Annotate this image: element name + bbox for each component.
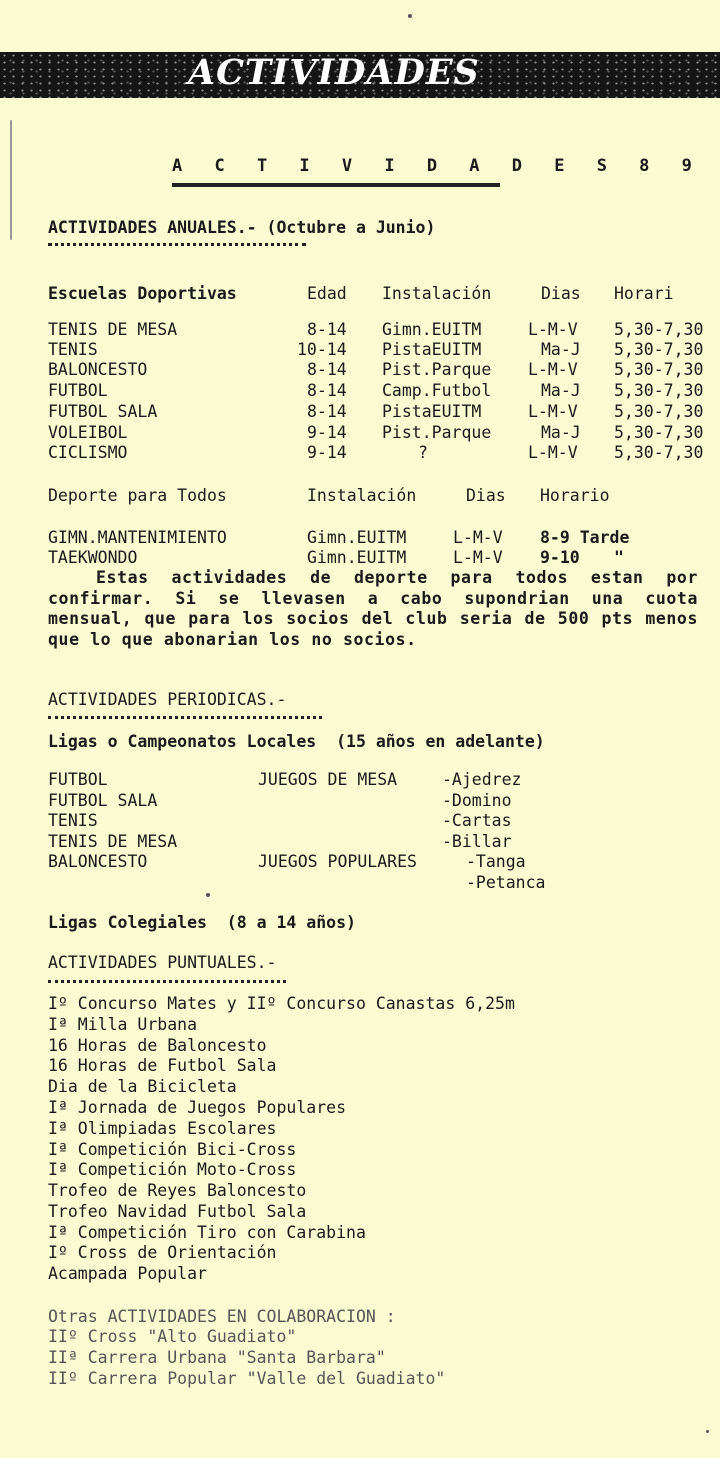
table-cell: 8-14 (307, 402, 347, 421)
table-cell: Pist.Parque (382, 360, 492, 379)
table-cell: Ma-J (541, 423, 581, 442)
section-periodicas-title: ACTIVIDADES PERIODICAS.- (48, 690, 287, 709)
list-item: Iº Cross de Orientación (48, 1243, 277, 1262)
juegos-mesa-label: JUEGOS DE MESA (258, 770, 398, 789)
table-cell: 9-14 (307, 443, 347, 462)
table-cell: PistaEUITM (382, 340, 482, 359)
list-item: TENIS DE MESA (48, 832, 178, 851)
table-cell: 5,30-7,30 (614, 340, 704, 359)
list-item: Trofeo de Reyes Baloncesto (48, 1181, 307, 1200)
column-header: Horari (614, 284, 674, 303)
table-cell: 8-14 (307, 381, 347, 400)
section-puntuales-title: ACTIVIDADES PUNTUALES.- (48, 953, 277, 972)
section-underline (48, 980, 286, 983)
table-cell: FUTBOL SALA (48, 402, 158, 421)
table-cell: 10-14 (297, 340, 347, 359)
list-item: -Cartas (442, 811, 512, 830)
table-cell: Gimn.EUITM (307, 528, 407, 547)
list-item: Iº Concurso Mates y IIº Concurso Canastas 6,25m (48, 994, 515, 1013)
table-cell: BALONCESTO (48, 360, 148, 379)
table-cell: L-M-V (528, 402, 578, 421)
table-cell: GIMN.MANTENIMIENTO (48, 528, 227, 547)
table-cell: L-M-V (528, 360, 578, 379)
list-item: IIº Cross "Alto Guadiato" (48, 1327, 297, 1346)
list-item: IIº Carrera Popular "Valle del Guadiato" (48, 1369, 446, 1388)
table-cell: 5,30-7,30 (614, 381, 704, 400)
table-cell: Ma-J (541, 340, 581, 359)
table-cell: Gimn.EUITM (382, 320, 482, 339)
section-banner (0, 52, 720, 98)
table-cell: Ma-J (541, 381, 581, 400)
table-cell: 8-14 (307, 360, 347, 379)
section-anuales-title: ACTIVIDADES ANUALES.- (Octubre a Junio) (48, 218, 436, 237)
list-item: Trofeo Navidad Futbol Sala (48, 1202, 307, 1221)
table-cell: 9-10 (540, 548, 580, 567)
section-underline (48, 716, 322, 719)
table-cell: Gimn.EUITM (307, 548, 407, 567)
table-cell: ? (418, 443, 428, 462)
table-cell: TAEKWONDO (48, 548, 138, 567)
table-cell: L-M-V (453, 528, 503, 547)
list-item: TENIS (48, 811, 98, 830)
list-item: -Tanga (466, 852, 526, 871)
column-header: Escuelas Doportivas (48, 284, 237, 303)
table-cell: L-M-V (528, 320, 578, 339)
juegos-populares-label: JUEGOS POPULARES (258, 852, 417, 871)
table-cell: 8-14 (307, 320, 347, 339)
table-cell: 9-14 (307, 423, 347, 442)
ditto-mark: " (614, 548, 624, 567)
ligas-colegiales: Ligas Colegiales (8 a 14 años) (48, 913, 356, 932)
table-cell: TENIS DE MESA (48, 320, 178, 339)
scan-speck (206, 893, 210, 897)
table-cell: 5,30-7,30 (614, 402, 704, 421)
list-item: Acampada Popular (48, 1264, 207, 1283)
list-item: 16 Horas de Baloncesto (48, 1036, 267, 1055)
table-cell: L-M-V (528, 443, 578, 462)
list-item: Iª Milla Urbana (48, 1015, 198, 1034)
section-underline (48, 243, 306, 246)
list-item: Iª Competición Bici-Cross (48, 1140, 297, 1159)
ligas-locales: Ligas o Campeonatos Locales (15 años en adelante) (48, 732, 545, 751)
list-item: 16 Horas de Futbol Sala (48, 1056, 277, 1075)
scan-speck (408, 14, 412, 18)
table-cell: Camp.Futbol (382, 381, 492, 400)
table-cell: TENIS (48, 340, 98, 359)
list-item: Iª Competición Tiro con Carabina (48, 1223, 366, 1242)
section-colaboracion-title: Otras ACTIVIDADES EN COLABORACION : (48, 1307, 396, 1326)
list-item: Iª Jornada de Juegos Populares (48, 1098, 347, 1117)
list-item: Dia de la Bicicleta (48, 1077, 237, 1096)
list-item: FUTBOL (48, 770, 108, 789)
scan-edge-mark (10, 120, 12, 240)
column-header: Edad (307, 284, 347, 303)
table-cell: L-M-V (453, 548, 503, 567)
list-item: -Ajedrez (442, 770, 522, 789)
column-header: Deporte para Todos (48, 486, 227, 505)
list-item: Iª Competición Moto-Cross (48, 1160, 297, 1179)
title-underline (172, 183, 500, 187)
list-item: IIª Carrera Urbana "Santa Barbara" (48, 1348, 386, 1367)
column-header: Instalación (382, 284, 492, 303)
list-item: Iª Olimpiadas Escolares (48, 1119, 277, 1138)
column-header: Instalación (307, 486, 417, 505)
list-item: -Billar (442, 832, 512, 851)
column-header: Horario (540, 486, 610, 505)
table-cell: 5,30-7,30 (614, 423, 704, 442)
table-cell: VOLEIBOL (48, 423, 128, 442)
list-item: BALONCESTO (48, 852, 148, 871)
banner-title: ACTIVIDADES (188, 52, 480, 93)
table-cell: CICLISMO (48, 443, 128, 462)
table-cell: 5,30-7,30 (614, 443, 704, 462)
page-title: A C T I V I D A D E S 8 9 (172, 156, 703, 176)
table-cell: PistaEUITM (382, 402, 482, 421)
list-item: -Domino (442, 791, 512, 810)
table-cell: 5,30-7,30 (614, 320, 704, 339)
note-paragraph: Estas actividades de deporte para todos estan por confirmar. Si se llevasen a cabo supondrian una cuota mensual, que para los socios del club seria de 500 pts menos que lo que abonarian los no socios. (48, 568, 698, 649)
list-item: -Petanca (466, 873, 546, 892)
column-header: Dias (466, 486, 506, 505)
list-item: FUTBOL SALA (48, 791, 158, 810)
column-header: Dias (541, 284, 581, 303)
table-cell: FUTBOL (48, 381, 108, 400)
table-cell: 5,30-7,30 (614, 360, 704, 379)
table-cell: 8-9 Tarde (540, 528, 630, 547)
scan-speck (706, 1430, 709, 1433)
table-cell: Pist.Parque (382, 423, 492, 442)
